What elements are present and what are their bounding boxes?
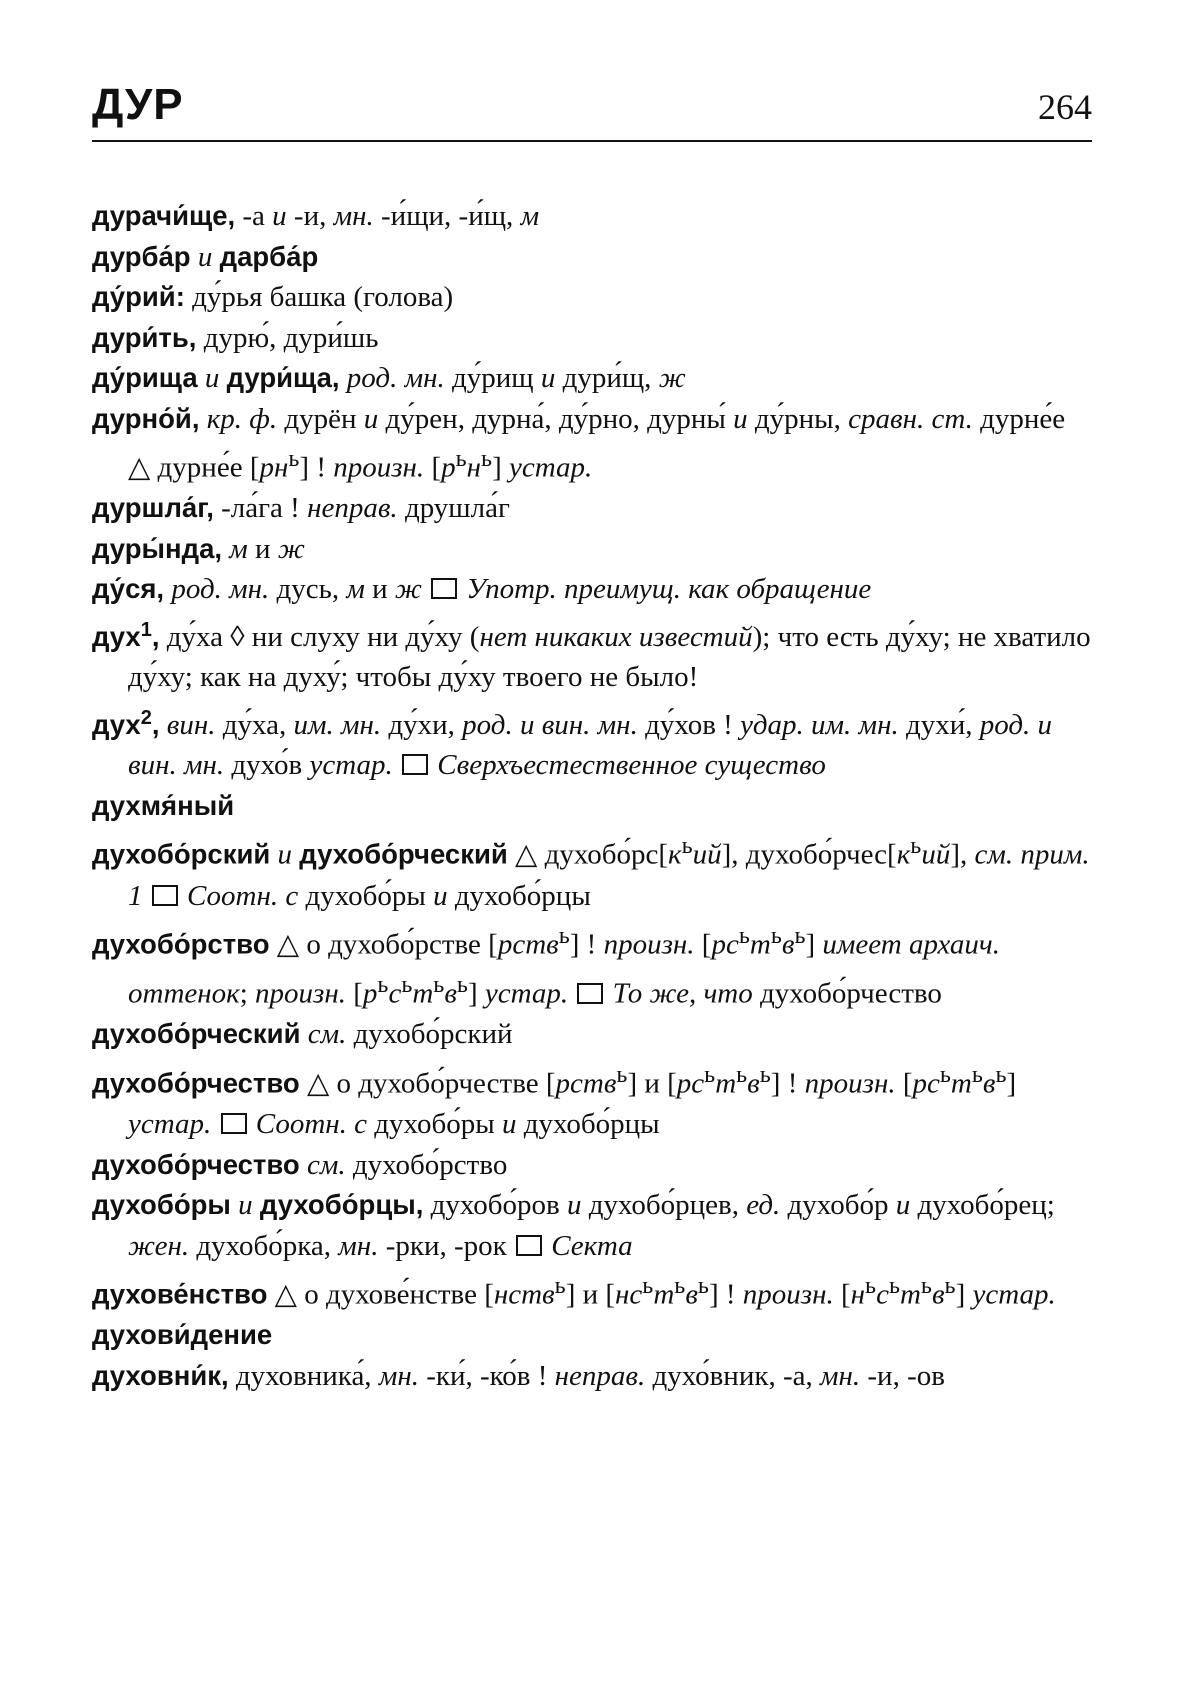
grammar-note: и: [272, 200, 287, 232]
grammar-note: мн.: [819, 1359, 861, 1392]
grammar-note: устар.: [484, 977, 569, 1010]
headword: духобо́рчество: [92, 1067, 300, 1099]
headword: дурачи́ще,: [92, 200, 236, 231]
headword: духобо́рство: [92, 928, 270, 960]
grammar-note: с: [388, 977, 402, 1010]
grammar-note: в: [747, 1067, 760, 1100]
grammar-note: ий: [692, 839, 722, 872]
grammar-note: Употр. преимущ. как обращение: [466, 573, 872, 606]
grammar-note: ж: [394, 573, 422, 606]
headword: дури́ть,: [92, 321, 197, 353]
grammar-note: ед.: [746, 1189, 781, 1222]
dictionary-entry: духобо́рчество △ о духобо́рчестве [рств$^ь$] и $[рс^ьт^ьв^ь]$ ! произн. $[рс^ьт^ьв^ь]$ устар. Соотн. с духобо́ры и духобо́рцы: [92, 1060, 1017, 1141]
grammar-note: т: [715, 1067, 737, 1100]
grammar-note: устар.: [309, 749, 393, 782]
grammar-note: мн.: [338, 1229, 379, 1262]
grammar-note: и: [566, 1189, 582, 1222]
grammar-note: Соотн. с: [187, 879, 299, 912]
dictionary-entry: духобо́рство △ о духобо́рстве [рств$^ь$] ! произн. $[рс^ьт^ьв^ь]$ имеет архаич. оттенок; произн. $[р^ьс^ьт^ьв^ь]$ устар. То же, что духобо́рчество: [92, 922, 1000, 1010]
headword: дурба́р: [92, 240, 191, 272]
headword: духобо́рческий: [299, 839, 508, 871]
dictionary-entry: [92, 1315, 1092, 1356]
grammar-note: к: [668, 839, 682, 872]
headword: духобо́рцы,: [259, 1189, 424, 1221]
grammar-note: ж: [277, 532, 305, 565]
grammar-note: устар.: [128, 1108, 212, 1141]
grammar-note: нет никаких известий: [479, 620, 753, 653]
grammar-note: род. и вин. мн.: [462, 708, 638, 741]
grammar-note: род. мн.: [346, 362, 445, 394]
headword: дурно́й,: [92, 402, 200, 434]
grammar-note: мн.: [333, 200, 374, 232]
grammar-note: м: [229, 532, 248, 565]
grammar-note: см.: [307, 1018, 347, 1051]
grammar-note: неправ.: [307, 492, 398, 525]
grammar-note: н: [466, 451, 482, 484]
dictionary-entry: духобо́рский и духобо́рческий △ $духобо́рс[к^ьий]$, $духобо́рчес[к^ьий]$, см. прим. 1 Соотн. с духобо́ры и духобо́рцы: [92, 832, 1090, 912]
grammar-note: и: [277, 839, 293, 872]
headword: духове́нство: [92, 1278, 268, 1310]
dictionary-entry: дурачи́ще, -а и -и, мн. -и́щи, -и́щ, м: [92, 200, 540, 232]
box-icon: [152, 885, 178, 906]
box-icon: [431, 578, 457, 599]
dictionary-entry: [92, 237, 1092, 278]
grammar-note: устар.: [972, 1278, 1056, 1311]
grammar-note: нс: [615, 1278, 643, 1311]
grammar-note: и: [895, 1189, 911, 1222]
box-icon: [577, 983, 603, 1004]
dictionary-entry: духовни́к, духовника́, мн. -ки́, -ко́в ! неправ. духо́вник, -а, мн. -и, -ов: [92, 1359, 945, 1392]
grammar-note: т: [653, 1278, 675, 1311]
grammar-note: т: [412, 977, 434, 1010]
grammar-note: и: [733, 402, 748, 435]
grammar-note: Сверхъестественное существо: [437, 749, 826, 782]
dictionary-entry: [92, 786, 1092, 827]
grammar-note: нств: [493, 1278, 555, 1311]
grammar-note: р: [441, 451, 456, 484]
headword: духобо́рческий: [92, 1018, 301, 1050]
dictionary-entry: дух$^1$, ду́ха ◊ ни слуху ни ду́ху (нет никаких известий); что есть ду́ху; не хватило ду́ху; как на духу́; чтобы ду́ху твоего не было!: [92, 618, 1091, 694]
grammar-note: вин.: [166, 708, 216, 741]
dictionary-entry: духобо́ры и духобо́рцы, духобо́ров и духобо́рцев, ед. духобо́р и духобо́рец; жен. духобо́рка, мн. -рки, -рок Секта: [92, 1189, 1055, 1262]
headword: ду́рища: [92, 362, 198, 393]
grammar-note: к: [896, 839, 911, 872]
dictionary-entry: ду́ся, род. мн. дусь, м и ж Употр. преимущ. как обращение: [92, 573, 872, 606]
dictionary-entry: духобо́рческий см. духобо́рский: [92, 1018, 513, 1051]
dictionary-entry: дух$^2$, вин. ду́ха, им. мн. ду́хи, род. и вин. мн. ду́хов ! удар. им. мн. духи́, род. и вин. мн. духо́в устар. Сверхъестественное существо: [92, 706, 1053, 782]
grammar-note: м: [346, 573, 365, 606]
headword: духобо́ры: [92, 1189, 231, 1221]
grammar-note: произн.: [603, 928, 695, 961]
headword: дух$^2$,: [92, 706, 160, 740]
box-icon: [516, 1235, 542, 1256]
grammar-note: и: [363, 402, 379, 435]
dictionary-entry: ду́рий: ду́рья башка (голова): [92, 281, 454, 313]
box-icon: [221, 1113, 247, 1134]
grammar-note: Секта: [551, 1229, 633, 1262]
dictionary-entry: дурно́й, кр. ф. дурён и ду́рен, дурна́, ду́рно, дурны́ и ду́рны, сравн. ст. дурне́е △ дурне́е $[рн^ь]$ ! произн. $[р^ьн^ь]$ устар.: [92, 402, 1066, 484]
headword: ду́рий:: [92, 281, 185, 312]
grammar-note: То же, что: [612, 977, 753, 1010]
grammar-note: сравн. ст.: [848, 402, 973, 435]
grammar-note: в: [982, 1067, 996, 1100]
grammar-note: рств: [555, 1067, 617, 1100]
dictionary-entry: ду́рища и дури́ща, род. мн. ду́рищ и дури́щ, ж: [92, 362, 686, 394]
grammar-note: имеет архаич. оттенок: [128, 928, 1000, 1010]
grammar-note: р: [362, 977, 378, 1010]
headword: духобо́рчество: [92, 1148, 300, 1180]
grammar-note: произн.: [255, 977, 346, 1010]
grammar-note: и: [501, 1108, 517, 1141]
grammar-note: и: [204, 362, 220, 394]
dictionary-entry: духобо́рчество см. духобо́рство: [92, 1148, 508, 1181]
grammar-note: произн.: [333, 451, 425, 484]
page-number: 264: [1038, 87, 1092, 127]
grammar-note: мн.: [378, 1359, 419, 1392]
page-header: [92, 78, 1092, 142]
grammar-note: в: [781, 928, 795, 961]
grammar-note: в: [444, 977, 457, 1010]
headword: духови́дение: [92, 1319, 273, 1351]
grammar-note: род. и вин. мн.: [128, 708, 1053, 782]
headword: дарба́р: [219, 240, 319, 272]
grammar-note: см.: [306, 1148, 346, 1181]
grammar-note: произн.: [804, 1067, 896, 1100]
grammar-note: н: [850, 1278, 866, 1311]
grammar-note: в: [931, 1278, 945, 1311]
grammar-note: т: [899, 1278, 921, 1311]
grammar-note: род. мн.: [171, 573, 270, 606]
grammar-note: кр. ф.: [206, 402, 278, 435]
dictionary-entry: дури́ть, дурю́, дури́шь: [92, 321, 379, 354]
grammar-note: и: [197, 240, 213, 273]
running-head: ДУР: [92, 80, 184, 129]
headword: дуршла́г,: [92, 492, 214, 524]
headword: духовни́к,: [92, 1359, 229, 1391]
grammar-note: т: [950, 1067, 972, 1100]
grammar-note: ий: [921, 839, 951, 872]
grammar-note: произн.: [742, 1278, 834, 1311]
grammar-note: Соотн. с: [255, 1108, 368, 1141]
grammar-note: в: [685, 1278, 698, 1311]
headword: дури́ща,: [226, 362, 340, 393]
grammar-note: см. прим. 1: [128, 839, 1090, 912]
headword: духобо́рский: [92, 839, 271, 871]
headword: духмя́ный: [92, 789, 235, 821]
grammar-note: рс: [676, 1067, 705, 1100]
grammar-note: и: [238, 1189, 253, 1222]
grammar-note: устар.: [508, 451, 593, 484]
grammar-note: м: [520, 200, 540, 232]
grammar-note: рн: [259, 451, 289, 484]
grammar-note: неправ.: [554, 1359, 646, 1392]
grammar-note: жен.: [128, 1229, 190, 1262]
headword: дуры́нда,: [92, 532, 223, 564]
grammar-note: т: [749, 928, 771, 961]
entry-list: [92, 196, 1092, 1396]
grammar-note: с: [876, 1278, 889, 1311]
grammar-note: рс: [912, 1067, 940, 1100]
dictionary-entry: духове́нство △ о духове́нстве [нств$^ь$] и $[нс^ьт^ьв^ь]$ ! произн. $[н^ьс^ьт^ьв^ь]$ устар.: [92, 1272, 1056, 1311]
grammar-note: рс: [711, 928, 739, 961]
grammar-note: рств: [497, 928, 559, 961]
grammar-note: удар. им. мн.: [740, 708, 899, 741]
box-icon: [402, 754, 428, 775]
grammar-note: и: [433, 879, 448, 912]
headword: ду́ся,: [92, 573, 165, 605]
dictionary-entry: дуры́нда, м и ж: [92, 532, 305, 565]
grammar-note: и: [540, 362, 556, 394]
headword: дух$^1$,: [92, 618, 160, 652]
grammar-note: им. мн.: [293, 708, 382, 741]
grammar-note: ж: [658, 362, 686, 394]
dictionary-entry: дуршла́г, -ла́га ! неправ. друшла́г: [92, 492, 510, 525]
